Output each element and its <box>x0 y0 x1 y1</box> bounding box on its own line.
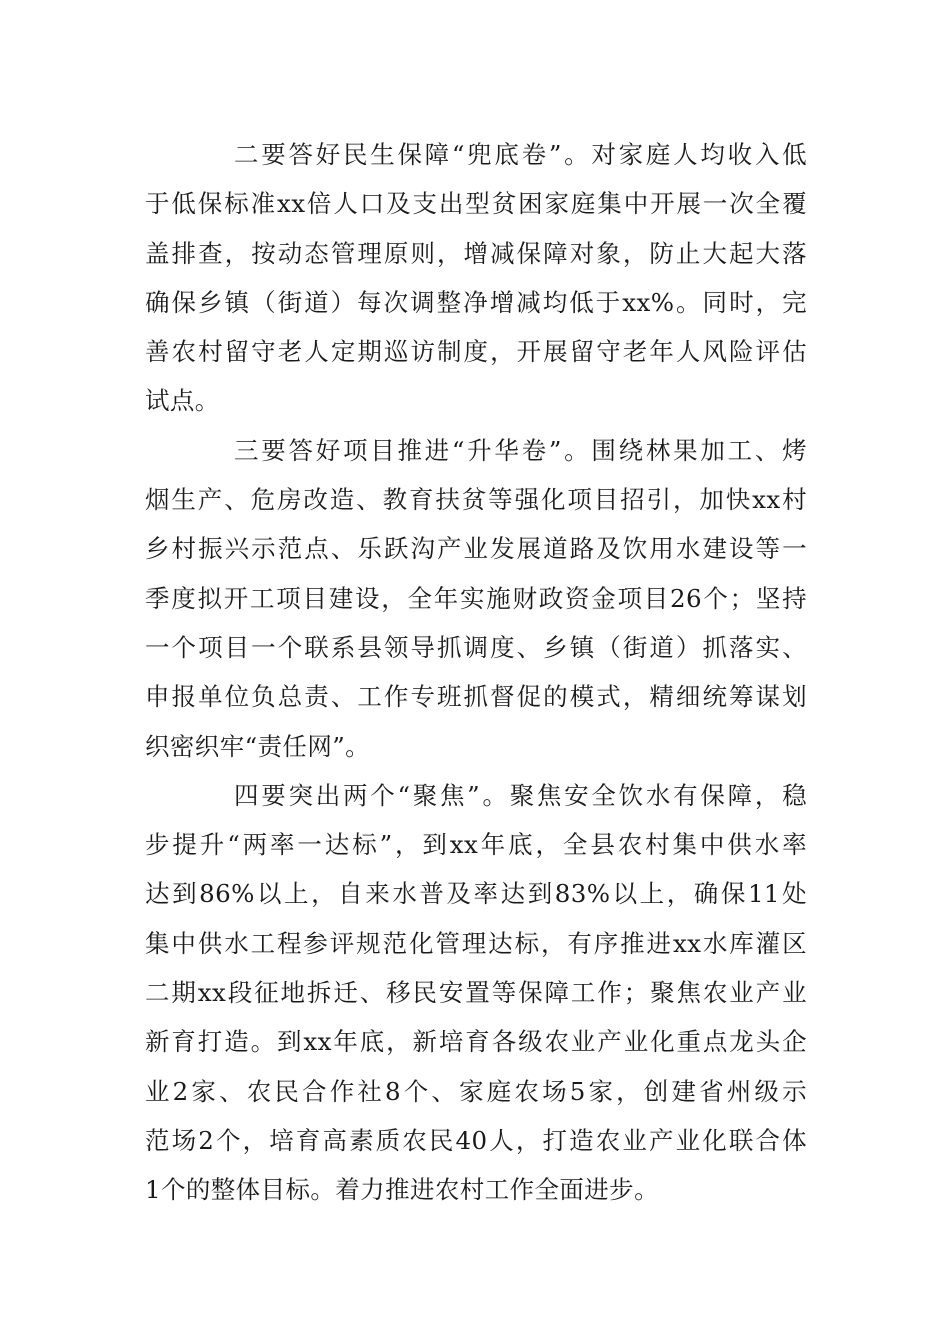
text-line: 一个项目一个联系县领导抓调度、乡镇（街道）抓落实、 <box>145 632 807 662</box>
text-line: 三要答好项目推进“升华卷”。围绕林果加工、烤 <box>234 435 807 465</box>
document-body <box>145 130 807 1215</box>
text-line: 集中供水工程参评规范化管理达标，有序推进xx水库灌区 <box>145 928 807 958</box>
text-line: 烟生产、危房改造、教育扶贫等强化项目招引，加快xx村 <box>145 485 807 515</box>
text-line: 范场2个，培育高素质农民40人，打造农业产业化联合体 <box>145 1125 807 1155</box>
text-line: 二要答好民生保障“兜底卷”。对家庭人均收入低 <box>234 140 807 169</box>
text-line: 达到86%以上，自来水普及率达到83%以上，确保11处 <box>145 879 807 909</box>
text-line: 季度拟开工项目建设，全年实施财政资金项目26个；坚持 <box>145 583 807 613</box>
paragraph-projects <box>145 426 807 771</box>
paragraph-focus <box>145 771 807 1215</box>
text-line: 织密织牢“责任网”。 <box>145 731 371 761</box>
text-line: 盖排查，按动态管理原则，增减保障对象，防止大起大落 <box>145 238 807 268</box>
text-line: 于低保标准xx倍人口及支出型贫困家庭集中开展一次全覆 <box>145 189 807 219</box>
text-line: 善农村留守老人定期巡访制度，开展留守老年人风险评估 <box>145 337 807 367</box>
text-line: 步提升“两率一达标”，到xx年底，全县农村集中供水率 <box>145 830 807 860</box>
text-line: 乡村振兴示范点、乐跃沟产业发展道路及饮用水建设等一 <box>145 534 807 564</box>
text-line: 试点。 <box>145 386 220 416</box>
paragraph-livelihood <box>145 130 807 426</box>
text-line: 申报单位负总责、工作专班抓督促的模式，精细统筹谋划 <box>145 682 807 712</box>
text-line: 二期xx段征地拆迁、移民安置等保障工作；聚焦农业产业 <box>145 978 807 1008</box>
text-line: 四要突出两个“聚焦”。聚焦安全饮水有保障，稳 <box>234 780 807 810</box>
text-line: 1个的整体目标。着力推进农村工作全面进步。 <box>145 1175 659 1205</box>
text-line: 确保乡镇（街道）每次调整净增减均低于xx%。同时，完 <box>145 287 807 317</box>
text-line: 业2家、农民合作社8个、家庭农场5家，创建省州级示 <box>145 1076 807 1106</box>
text-line: 新育打造。到xx年底，新培育各级农业产业化重点龙头企 <box>145 1027 807 1057</box>
